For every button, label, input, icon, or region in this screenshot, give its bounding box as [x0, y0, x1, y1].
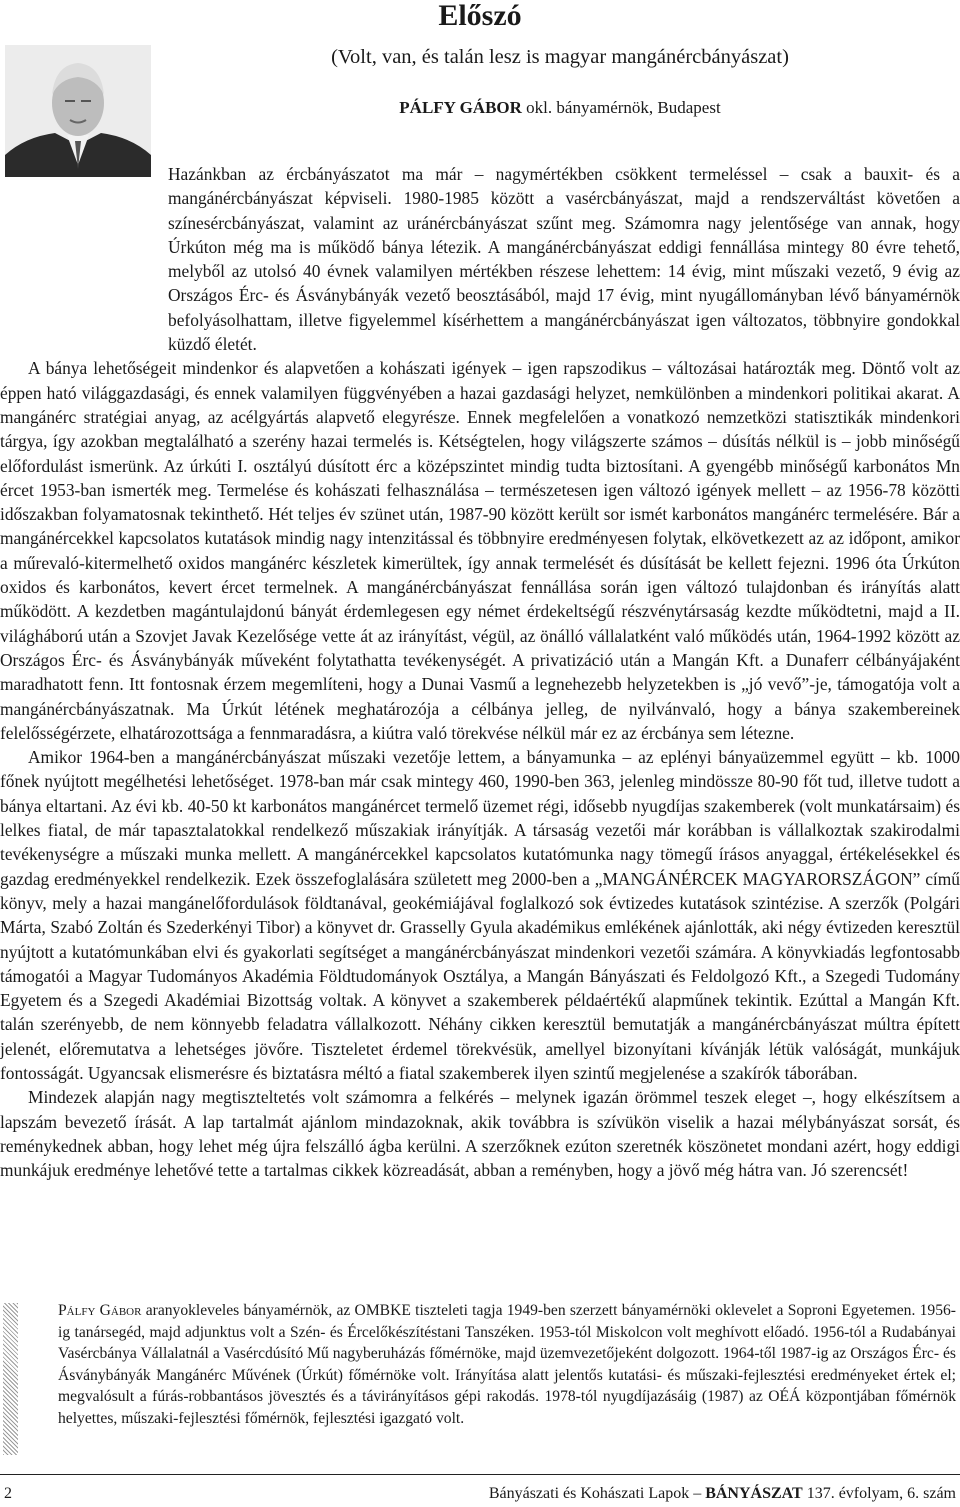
- page-number: 2: [4, 1485, 12, 1502]
- author-bio: [58, 1300, 956, 1429]
- subtitle: (Volt, van, és talán lesz is magyar mangánércbányászat): [331, 46, 789, 68]
- paragraph-3: Amikor 1964-ben a mangánércbányászat műszaki vezetője lettem, a bányamunka – az eplényi bányaüzemmel együtt – kb. 1000 főnek nyújtott megélhetési lehetőséget. 1978-ban már csak mintegy 460, 1990-ben 363, jelenleg mindössze 80-90 főt tud, illetve tudott a bánya eltartani. Az évi kb. 40-50 kt karbonátos mangánércet termelő üzemet régi, idősebb nyugdíjas szakemberek (volt munkatársaim) és lelkes fiatal, de már tapasztalatokkal rendelkező műszakiak irányítják. A társaság vezetői már korábban is vállalkoztak szakirodalmi tevékenységre a műszaki munka mellett. A mangánércekkel kapcsolatos kutatómunka nagy tömegű írásos anyaggal, értékelésekkel és gazdag eredményekkel rendelkezik. Ezek összefoglalására született meg 2000-ben a „MANGÁNÉRCEK MAGYARORSZÁGON” című könyv, mely a hazai mangánelőfordulások földtanával, geokémiájával foglalkozó sok évtizedes kutatások szintézise. A szerzők (Polgári Márta, Szabó Zoltán és Szederkényi Tibor) a könyvet dr. Grasselly Gyula akadémikus emlékének ajánlották, aki négy évtizeden keresztül nyújtott a kutatómunkában elvi és gyakorlati segítséget a mangánércbányászat mindenkori vezetői számára. A könyvkiadás legfontosabb támogatói a Magyar Tudományos Akadémia Földtudományok Osztálya, a Mangán Bányászati és Feldolgozó Kft., a Szegedi Tudomány Egyetem és a Szegedi Akadémiai Bizottság voltak. A könyvet a szakemberek példaértékű alapműnek tekintik. Ezúttal a Mangán Kft. talán szerényebb, de nem könnyebb feladatra vállalkozott. Néhány cikken keresztül bemutatják a mangánércbányászat múltra épített jelenét, előremutatva a lehetséges jövőre. Tiszteletet érdemel törekvésük, amellyel bizonyítani kívánják létük valóságát, munkájuk fontosságát. Ugyancsak elismerésre és biztatásra méltó a fiatal szakemberek ilyen szintű megjelenése a szakírók táborában.: [0, 747, 960, 1083]
- author-portrait-image: [5, 45, 151, 177]
- bio-decorative-bar: [3, 1303, 18, 1455]
- page-title: Előszó: [438, 0, 522, 32]
- author-portrait-photo: [5, 45, 151, 177]
- journal-name: BÁNYÁSZAT: [705, 1485, 803, 1502]
- footer-divider: [0, 1474, 960, 1475]
- bio-author-name: Pálfy Gábor: [58, 1302, 142, 1319]
- journal-issue: 137. évfolyam, 6. szám: [802, 1485, 956, 1502]
- journal-info: [489, 1484, 956, 1504]
- article-body: [0, 162, 960, 1182]
- author-name: PÁLFY GÁBOR: [399, 98, 522, 117]
- bio-text: aranyokleveles bányamérnök, az OMBKE tiszteleti tagja 1949-ben szerzett bányamérnöki oklevelet a Soproni Egyetemen. 1956-ig tanársegéd, majd adjunktus volt a Szén- és Ércelőkészítéstani Tanszéken. 1953-tól Miskolcon volt meghívott előadó. 1956-tól a Rudabányai Vasércbánya Vállalatnál a Vasércdúsító Mű nagyberuházás főmérnöke, majd üzemvezetőjeként dolgozott. 1964-től 1987-ig az Országos Érc- és Ásványbányák Mangánérc Művének (Úrkút) főmérnöke volt. Irányítása alatt jelentős kutatási- és műszaki-fejlesztési eredményeket értek el; megvalósult a fúrás-robbantásos jövesztés és a távirányításos gépi rakodás. 1978-tól nyugdíjazásáig (1987) az OÉÁ központjában főmérnök helyettes, műszaki-fejlesztési főmérnök, fejlesztési igazgató volt.: [58, 1302, 956, 1427]
- paragraph-1: Hazánkban az ércbányászatot ma már – nagymértékben csökkent termeléssel – csak a bauxit- és a mangánércbányászat képviseli. 1980-1985 között a vasércbányászat, majd a rendszerváltást követően a színesércbányászat, valamint az uránércbányászat szűnt meg. Számomra nagy jelentősége van annak, hogy Úrkúton még ma is működő bánya létezik. A mangánércbányászat eddigi fennállása mintegy 80 évre tehető, melyből az utolsó 40 évnek valamilyen mértékben részese lehettem: 14 évig, mint műszaki vezető, 9 évig az Országos Érc- és Ásványbányák vezető beosztásából, majd 17 évig, mint nyugállományban lévő bányamérnök befolyásolhattam, illetve figyelemmel kísérhettem a mangánércbányászat igen változatos, többnyire gondokkal küzdő életét.: [168, 164, 960, 355]
- paragraph-2: A bánya lehetőségeit mindenkor és alapvetően a kohászati igények – igen rapszodikus – változásai határozták meg. Döntő volt az éppen ható világgazdasági, és ennek valamilyen függvényében a hazai gazdasági helyzet, nemkülönben a mindenkori politikai akarat. A mangánérc stratégiai anyag, az acélgyártás alapvető elegyrésze. Ennek megfelelően a vonatkozó nemzetközi statisztikák mindenkori tárgya, így azokban megtalálható a szerény hazai termelés is. Kétségtelen, hogy világszerte számos – dúsítás nélkül is – jobb minőségű előfordulást ismerünk. Az úrkúti I. osztályú dúsított érc a középszintet mindig tudta biztosítani. A gyengébb minőségű karbonátos Mn ércet 1953-ban ismerték meg. Termelése és kohászati felhasználása – természetesen igen változó igények mellett – az 1956-78 közötti időszakban folyamatosnak tekinthető. Hét teljes év szünet után, 1987-90 között került sor ismét karbonátos mangánérc termelésére. Bár a mangánércekkel kapcsolatos kutatások mindig nagy intenzitással és többnyire eredményesen folytak, elkövetkezett az az időpont, amikor a műrevaló-kitermelhető oxidos mangánérc készletek kimerültek, így annak termelését és dúsítását be kellett fejezni. 1996 óta Úrkúton oxidos és karbonátos, kevert ércet termelnek. A mangánércbányászat fennállása során igen változó tulajdonban és irányítás alatt működött. A kezdetben magántulajdonú bányát érdemlegesen egy német érdekeltségű részvénytársaság kezdte működtetni, majd a II. világháború után a Szovjet Javak Kezelősége vette át az irányítást, végül, az önálló vállalatként való működés után, 1964-1992 között az Országos Érc- és Ásványbányák műveként folytathatta tevékenységét. A privatizáció után a Mangán Kft. a Dunaferr célbányájaként maradhatott fenn. Itt fontosnak érzem megemlíteni, hogy a Dunai Vasmű a legnehezebb helyzetekben is „jó vevő”-je, támogatója volt a mangánércbányászatnak. Ma Úrkút létének meghatározója a célbánya jelleg, de nyilvánvaló, hogy a bánya szakembereinek felelősségérzete, elhatározottsága a fennmaradásra, a kiútra való törekvése nélkül már ez az ércbánya sem létezne.: [0, 358, 960, 743]
- author-line: [160, 97, 960, 119]
- author-role: okl. bányamérnök, Budapest: [526, 98, 721, 117]
- journal-prefix: Bányászati és Kohászati Lapok –: [488, 1485, 706, 1502]
- paragraph-4: Mindezek alapján nagy megtiszteltetés volt számomra a felkérés – melynek igazán örömmel teszek eleget –, hogy elkészítsem a lapszám bevezető írását. A lap tartalmát ajánlom mindazoknak, akik továbbra is szívükön viselik a hazai mélybányászat sorsát, és reménykednek abban, hogy lehet még újra felszálló ágba kerülni. A szerzőknek ezúton szeretnék köszönetet mondani azért, hogy eddigi munkájuk eredménye lehetővé tette a tartalmas cikkek közreadását, abban a reményben, hogy a jövő még hátra van. Jó szerencsét!: [0, 1087, 960, 1181]
